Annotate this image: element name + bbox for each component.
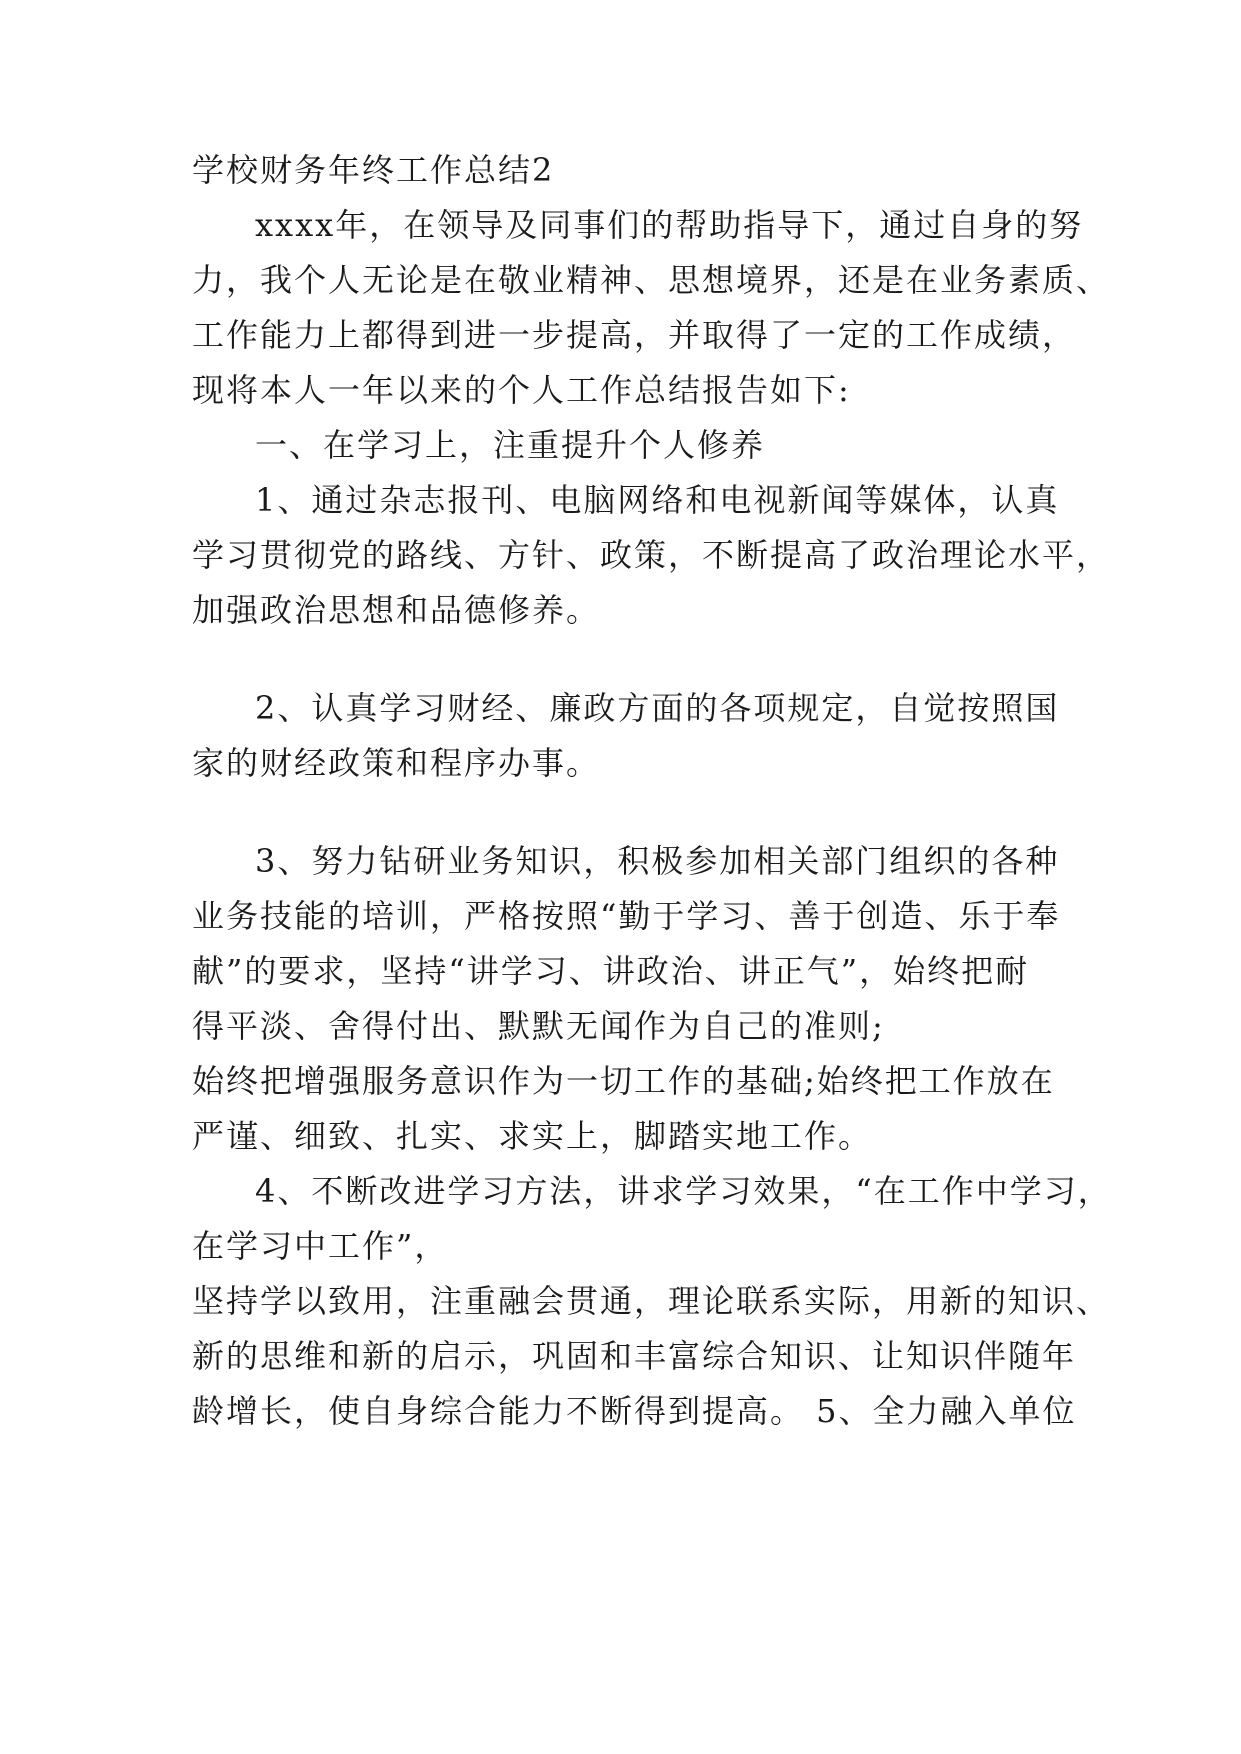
item-4-line-3: 坚持学以致用，注重融会贯通，理论联系实际，用新的知识、	[192, 1282, 1111, 1320]
section-heading: 一、在学习上，注重提升个人修养	[255, 426, 766, 464]
paragraph-intro-line-4: 现将本人一年以来的个人工作总结报告如下:	[192, 371, 851, 409]
item-4-line-2: 在学习中工作”，	[192, 1227, 449, 1265]
item-3-line-3: 献”的要求，坚持“讲学习、讲政治、讲正气”，始终把耐	[192, 952, 1030, 990]
item-3-line-5: 始终把增强服务意识作为一切工作的基础;始终把工作放在	[192, 1062, 1055, 1100]
item-3-line-4: 得平淡、舍得付出、默默无闻作为自己的准则;	[192, 1007, 885, 1045]
item-1-line-1: 1、通过杂志报刊、电脑网络和电视新闻等媒体，认真	[255, 481, 1060, 519]
paragraph-intro-line-2: 力，我个人无论是在敬业精神、思想境界，还是在业务素质、	[192, 261, 1111, 299]
paragraph-intro-line-3: 工作能力上都得到进一步提高，并取得了一定的工作成绩，	[192, 316, 1077, 354]
item-1-line-3: 加强政治思想和品德修养。	[192, 591, 601, 629]
item-2-line-2: 家的财经政策和程序办事。	[192, 744, 601, 782]
item-4-line-1: 4、不断改进学习方法，讲求学习效果，“在工作中学习，	[255, 1172, 1112, 1210]
document-title: 学校财务年终工作总结2	[192, 151, 555, 189]
item-3-line-6: 严谨、细致、扎实、求实上，脚踏实地工作。	[192, 1117, 873, 1155]
item-2-line-1: 2、认真学习财经、廉政方面的各项规定，自觉按照国	[255, 689, 1060, 727]
paragraph-intro-line-1: xxxx年，在领导及同事们的帮助指导下，通过自身的努	[255, 206, 1084, 244]
item-1-line-2: 学习贯彻党的路线、方针、政策，不断提高了政治理论水平，	[192, 536, 1111, 574]
item-4-line-4: 新的思维和新的启示，巩固和丰富综合知识、让知识伴随年	[192, 1337, 1077, 1375]
item-3-line-2: 业务技能的培训，严格按照“勤于学习、善于创造、乐于奉	[192, 897, 1061, 935]
item-4-line-5: 龄增长，使自身综合能力不断得到提高。 5、全力融入单位	[192, 1392, 1077, 1430]
item-3-line-1: 3、努力钻研业务知识，积极参加相关部门组织的各种	[255, 842, 1060, 880]
